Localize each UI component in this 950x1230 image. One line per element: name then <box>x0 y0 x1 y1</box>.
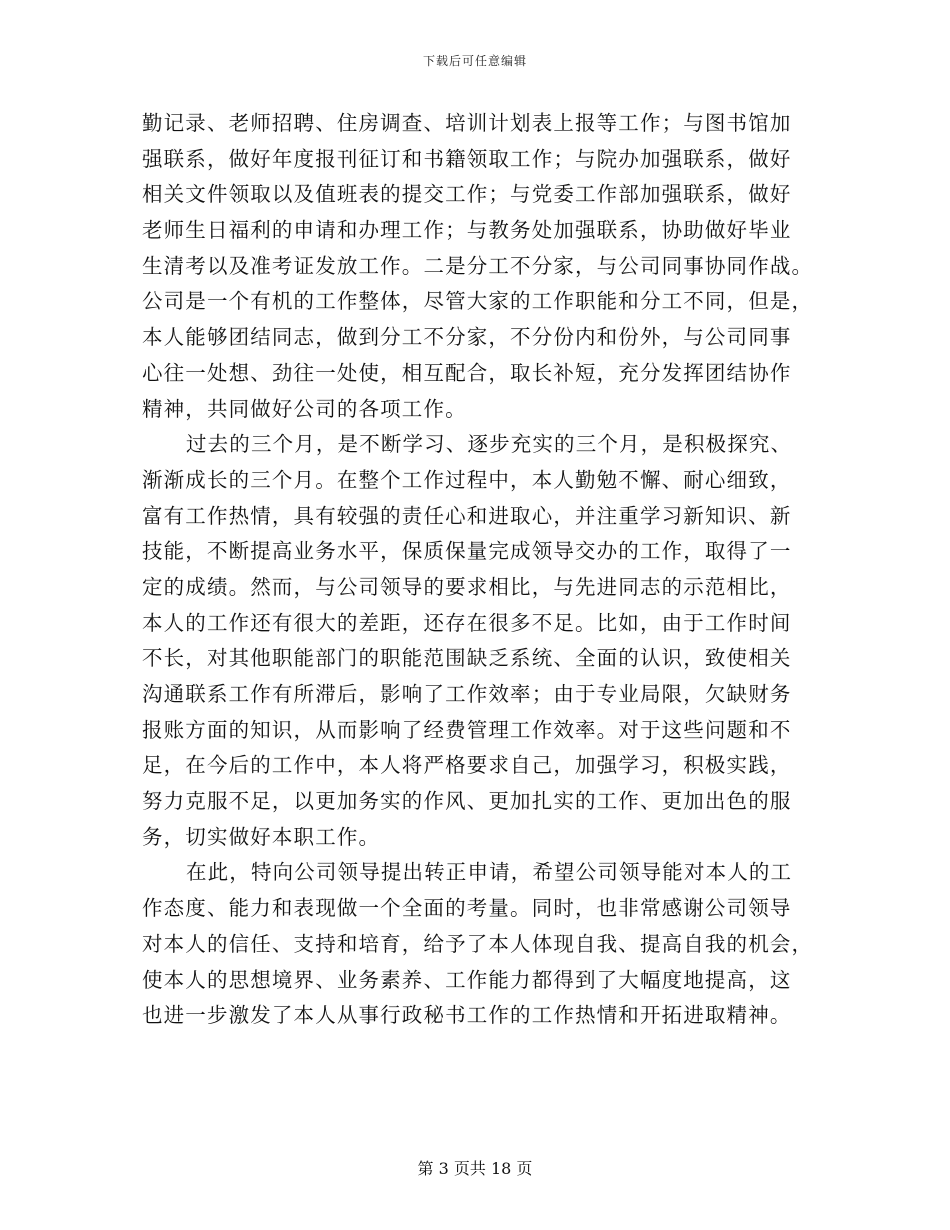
text-line: 足，在今后的工作中，本人将严格要求自己，加强学习，积极实践， <box>142 753 792 778</box>
text-line: 定的成绩。然而，与公司领导的要求相比，与先进同志的示范相比， <box>142 574 792 599</box>
text-line: 强联系，做好年度报刊征订和书籍领取工作；与院办加强联系，做好 <box>142 146 792 171</box>
text-line: 不长，对其他职能部门的职能范围缺乏系统、全面的认识，致使相关 <box>142 646 792 671</box>
paragraph-1 <box>142 106 814 427</box>
text-line: 老师生日福利的申请和办理工作；与教务处加强联系，协助做好毕业 <box>142 218 792 243</box>
text-line: 本人的工作还有很大的差距，还存在很多不足。比如，由于工作时间 <box>142 610 792 635</box>
text-line: 相关文件领取以及值班表的提交工作；与党委工作部加强联系，做好 <box>142 182 792 207</box>
text-line: 沟通联系工作有所滞后，影响了工作效率；由于专业局限，欠缺财务 <box>142 682 792 706</box>
text-line-first: 在此，特向公司领导提出转正申请，希望公司领导能对本人的工 <box>186 860 793 885</box>
text-line: 渐渐成长的三个月。在整个工作过程中，本人勤勉不懈、耐心细致， <box>142 467 792 492</box>
text-line: 努力克服不足，以更加务实的作风、更加扎实的工作、更加出色的服 <box>142 789 792 814</box>
text-line: 生清考以及准考证发放工作。二是分工不分家，与公司同事协同作战。 <box>142 253 814 278</box>
text-line: 富有工作热情，具有较强的责任心和进取心，并注重学习新知识、新 <box>142 503 792 528</box>
document-body <box>142 106 814 1034</box>
text-line: 本人能够团结同志，做到分工不分家，不分份内和份外，与公司同事 <box>142 325 792 350</box>
page-number: 第 3 页共 18 页 <box>417 1159 533 1178</box>
text-line: 对本人的信任、支持和培育，给予了本人体现自我、提高自我的机会， <box>142 931 814 956</box>
text-line-first: 过去的三个月，是不断学习、逐步充实的三个月，是积极探究、 <box>186 432 793 457</box>
page-header: 下载后可任意编辑 <box>422 54 527 68</box>
text-line: 勤记录、老师招聘、住房调查、培训计划表上报等工作；与图书馆加 <box>142 111 792 135</box>
paragraph-2 <box>142 427 810 855</box>
text-line: 精神，共同做好公司的各项工作。 <box>142 396 467 421</box>
text-line: 务，切实做好本职工作。 <box>142 824 381 849</box>
paragraph-3 <box>142 855 814 1033</box>
text-line: 心往一处想、劲往一处使，相互配合，取长补短，充分发挥团结协作 <box>142 360 792 385</box>
text-line: 也进一步激发了本人从事行政秘书工作的工作热情和开拓进取精神。 <box>142 1003 792 1028</box>
text-line: 技能，不断提高业务水平，保质保量完成领导交办的工作，取得了一 <box>142 539 792 564</box>
text-line: 使本人的思想境界、业务素养、工作能力都得到了大幅度地提高，这 <box>142 967 792 992</box>
text-line: 作态度、能力和表现做一个全面的考量。同时，也非常感谢公司领导 <box>142 896 792 921</box>
text-line: 公司是一个有机的工作整体，尽管大家的工作职能和分工不同，但是， <box>142 289 814 314</box>
text-line: 报账方面的知识，从而影响了经费管理工作效率。对于这些问题和不 <box>142 717 792 742</box>
